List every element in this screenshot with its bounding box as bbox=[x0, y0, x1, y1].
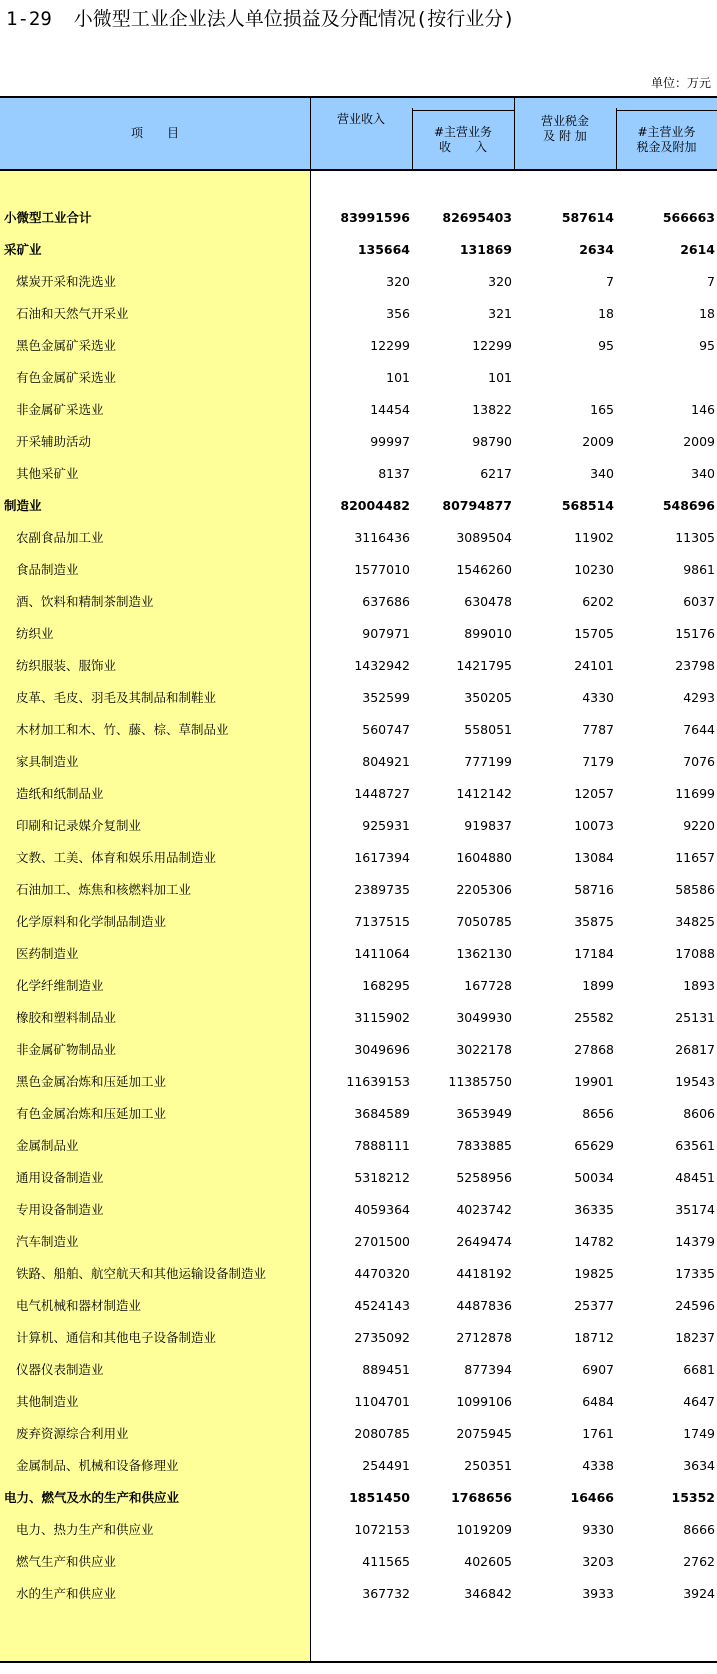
page-title bbox=[6, 4, 515, 31]
row-label: 制造业 bbox=[4, 498, 42, 513]
main-business-tax-cell: 26817 bbox=[675, 1042, 715, 1057]
table-row bbox=[0, 650, 717, 682]
header-main-revenue: #主营业务 收 入 bbox=[433, 124, 493, 154]
business-tax-cell: 7 bbox=[606, 274, 614, 289]
revenue-cell: 254491 bbox=[362, 1458, 410, 1473]
business-tax-cell: 6202 bbox=[582, 594, 614, 609]
main-business-tax-cell: 17088 bbox=[675, 946, 715, 961]
revenue-cell: 3049696 bbox=[354, 1042, 410, 1057]
business-tax-cell: 3203 bbox=[582, 1554, 614, 1569]
table-bottom-border bbox=[0, 1661, 717, 1663]
revenue-cell: 4059364 bbox=[354, 1202, 410, 1217]
row-label: 电力、热力生产和供应业 bbox=[16, 1522, 154, 1537]
main-revenue-cell: 1546260 bbox=[456, 562, 512, 577]
business-tax-cell: 7179 bbox=[582, 754, 614, 769]
row-label: 农副食品加工业 bbox=[16, 530, 104, 545]
revenue-cell: 3115902 bbox=[354, 1010, 410, 1025]
table-row bbox=[0, 1482, 717, 1514]
main-revenue-cell: 4487836 bbox=[456, 1298, 512, 1313]
row-label: 纺织业 bbox=[16, 626, 54, 641]
business-tax-cell: 15705 bbox=[574, 626, 614, 641]
row-label: 废弃资源综合利用业 bbox=[16, 1426, 129, 1441]
business-tax-cell: 58716 bbox=[574, 882, 614, 897]
business-tax-cell: 17184 bbox=[574, 946, 614, 961]
main-revenue-cell: 4023742 bbox=[456, 1202, 512, 1217]
table-row bbox=[0, 554, 717, 586]
revenue-cell: 3116436 bbox=[354, 530, 410, 545]
revenue-cell: 925931 bbox=[362, 818, 410, 833]
row-label: 橡胶和塑料制品业 bbox=[16, 1010, 117, 1025]
row-label: 采矿业 bbox=[4, 242, 42, 257]
row-label: 专用设备制造业 bbox=[16, 1202, 104, 1217]
main-business-tax-cell: 95 bbox=[699, 338, 715, 353]
business-tax-cell: 7787 bbox=[582, 722, 614, 737]
main-business-tax-cell: 35174 bbox=[675, 1202, 715, 1217]
table-row bbox=[0, 682, 717, 714]
business-tax-cell: 19825 bbox=[574, 1266, 614, 1281]
revenue-cell: 83991596 bbox=[340, 210, 410, 225]
main-revenue-cell: 2649474 bbox=[456, 1234, 512, 1249]
main-business-tax-cell: 340 bbox=[691, 466, 715, 481]
table-row bbox=[0, 1258, 717, 1290]
table-row bbox=[0, 1450, 717, 1482]
table-row bbox=[0, 746, 717, 778]
main-revenue-cell: 11385750 bbox=[448, 1074, 512, 1089]
business-tax-cell: 4330 bbox=[582, 690, 614, 705]
table-row bbox=[0, 1290, 717, 1322]
revenue-cell: 1072153 bbox=[354, 1522, 410, 1537]
row-label: 有色金属冶炼和压延加工业 bbox=[16, 1106, 167, 1121]
main-business-tax-cell: 2009 bbox=[683, 434, 715, 449]
main-revenue-cell: 1421795 bbox=[456, 658, 512, 673]
row-label: 通用设备制造业 bbox=[16, 1170, 104, 1185]
table-row bbox=[0, 522, 717, 554]
business-tax-cell: 2009 bbox=[582, 434, 614, 449]
main-business-tax-cell: 3634 bbox=[683, 1458, 715, 1473]
main-business-tax-cell: 34825 bbox=[675, 914, 715, 929]
row-label: 木材加工和木、竹、藤、棕、草制品业 bbox=[16, 722, 229, 737]
row-label: 黑色金属冶炼和压延加工业 bbox=[16, 1074, 167, 1089]
revenue-cell: 2701500 bbox=[354, 1234, 410, 1249]
revenue-cell: 320 bbox=[386, 274, 410, 289]
main-business-tax-cell: 566663 bbox=[662, 210, 715, 225]
table-row bbox=[0, 714, 717, 746]
main-revenue-cell: 131869 bbox=[459, 242, 512, 257]
main-business-tax-cell: 4647 bbox=[683, 1394, 715, 1409]
row-label: 仪器仪表制造业 bbox=[16, 1362, 104, 1377]
business-tax-cell: 3933 bbox=[582, 1586, 614, 1601]
table-row bbox=[0, 266, 717, 298]
revenue-cell: 7888111 bbox=[354, 1138, 410, 1153]
table-row bbox=[0, 202, 717, 234]
row-label: 黑色金属矿采选业 bbox=[16, 338, 117, 353]
row-label: 汽车制造业 bbox=[16, 1234, 79, 1249]
business-tax-cell: 19901 bbox=[574, 1074, 614, 1089]
main-revenue-cell: 321 bbox=[488, 306, 512, 321]
business-tax-cell: 18 bbox=[598, 306, 614, 321]
table-row bbox=[0, 298, 717, 330]
main-revenue-cell: 1768656 bbox=[451, 1490, 512, 1505]
table-row bbox=[0, 906, 717, 938]
main-revenue-cell: 877394 bbox=[464, 1362, 512, 1377]
main-business-tax-cell: 1893 bbox=[683, 978, 715, 993]
business-tax-cell: 8656 bbox=[582, 1106, 614, 1121]
business-tax-cell: 10230 bbox=[574, 562, 614, 577]
divider bbox=[616, 108, 617, 171]
main-revenue-cell: 2075945 bbox=[456, 1426, 512, 1441]
table-row bbox=[0, 1418, 717, 1450]
table-row bbox=[0, 490, 717, 522]
revenue-cell: 804921 bbox=[362, 754, 410, 769]
row-label: 造纸和纸制品业 bbox=[16, 786, 104, 801]
business-tax-cell: 9330 bbox=[582, 1522, 614, 1537]
business-tax-cell: 6484 bbox=[582, 1394, 614, 1409]
table-row bbox=[0, 1226, 717, 1258]
table-row bbox=[0, 330, 717, 362]
table-row bbox=[0, 1130, 717, 1162]
main-business-tax-cell: 23798 bbox=[675, 658, 715, 673]
main-revenue-cell: 82695403 bbox=[442, 210, 512, 225]
divider bbox=[412, 108, 413, 171]
main-business-tax-cell: 11699 bbox=[675, 786, 715, 801]
business-tax-cell: 587614 bbox=[561, 210, 614, 225]
revenue-cell: 4524143 bbox=[354, 1298, 410, 1313]
business-tax-cell: 36335 bbox=[574, 1202, 614, 1217]
row-label: 石油和天然气开采业 bbox=[16, 306, 129, 321]
main-revenue-cell: 98790 bbox=[472, 434, 512, 449]
main-revenue-cell: 402605 bbox=[464, 1554, 512, 1569]
revenue-cell: 1432942 bbox=[354, 658, 410, 673]
main-revenue-cell: 1019209 bbox=[456, 1522, 512, 1537]
main-business-tax-cell: 8606 bbox=[683, 1106, 715, 1121]
main-business-tax-cell: 25131 bbox=[675, 1010, 715, 1025]
main-revenue-cell: 1099106 bbox=[456, 1394, 512, 1409]
main-business-tax-cell: 9220 bbox=[683, 818, 715, 833]
main-revenue-cell: 167728 bbox=[464, 978, 512, 993]
main-business-tax-cell: 548696 bbox=[662, 498, 715, 513]
revenue-cell: 1617394 bbox=[354, 850, 410, 865]
main-business-tax-cell: 19543 bbox=[675, 1074, 715, 1089]
revenue-cell: 637686 bbox=[362, 594, 410, 609]
revenue-cell: 2735092 bbox=[354, 1330, 410, 1345]
header-business-tax: 营业税金 及 附 加 bbox=[540, 114, 589, 143]
row-label: 医药制造业 bbox=[16, 946, 79, 961]
table-row bbox=[0, 1514, 717, 1546]
main-revenue-cell: 350205 bbox=[464, 690, 512, 705]
revenue-cell: 2389735 bbox=[354, 882, 410, 897]
revenue-cell: 1104701 bbox=[354, 1394, 410, 1409]
header-main-business-tax: #主营业务 税金及附加 bbox=[636, 124, 697, 154]
row-label: 纺织服装、服饰业 bbox=[16, 658, 117, 673]
business-tax-cell: 95 bbox=[598, 338, 614, 353]
main-revenue-cell: 250351 bbox=[464, 1458, 512, 1473]
business-tax-cell: 4338 bbox=[582, 1458, 614, 1473]
row-label: 家具制造业 bbox=[16, 754, 79, 769]
main-business-tax-cell: 6681 bbox=[683, 1362, 715, 1377]
main-business-tax-cell: 1749 bbox=[683, 1426, 715, 1441]
revenue-cell: 907971 bbox=[362, 626, 410, 641]
main-business-tax-cell: 7644 bbox=[683, 722, 715, 737]
revenue-cell: 560747 bbox=[362, 722, 410, 737]
main-revenue-cell: 3022178 bbox=[456, 1042, 512, 1057]
table-title: 小微型工业企业法人单位损益及分配情况(按行业分) bbox=[73, 8, 515, 30]
main-revenue-cell: 3049930 bbox=[456, 1010, 512, 1025]
main-revenue-cell: 919837 bbox=[464, 818, 512, 833]
row-label: 小微型工业合计 bbox=[4, 210, 92, 225]
revenue-cell: 1851450 bbox=[349, 1490, 410, 1505]
business-tax-cell: 14782 bbox=[574, 1234, 614, 1249]
main-business-tax-cell: 11657 bbox=[675, 850, 715, 865]
row-label: 有色金属矿采选业 bbox=[16, 370, 117, 385]
main-business-tax-cell: 24596 bbox=[675, 1298, 715, 1313]
table-row bbox=[0, 1034, 717, 1066]
main-revenue-cell: 13822 bbox=[472, 402, 512, 417]
main-business-tax-cell: 6037 bbox=[683, 594, 715, 609]
main-business-tax-cell: 48451 bbox=[675, 1170, 715, 1185]
main-revenue-cell: 1604880 bbox=[456, 850, 512, 865]
business-tax-cell: 6907 bbox=[582, 1362, 614, 1377]
revenue-cell: 356 bbox=[386, 306, 410, 321]
business-tax-cell: 1761 bbox=[582, 1426, 614, 1441]
main-business-tax-cell: 17335 bbox=[675, 1266, 715, 1281]
table-row bbox=[0, 938, 717, 970]
revenue-cell: 7137515 bbox=[354, 914, 410, 929]
revenue-cell: 889451 bbox=[362, 1362, 410, 1377]
business-tax-cell: 50034 bbox=[574, 1170, 614, 1185]
business-tax-cell: 25377 bbox=[574, 1298, 614, 1313]
row-label: 非金属矿采选业 bbox=[16, 402, 104, 417]
table-row bbox=[0, 394, 717, 426]
business-tax-cell: 13084 bbox=[574, 850, 614, 865]
row-label: 石油加工、炼焦和核燃料加工业 bbox=[16, 882, 192, 897]
table-row bbox=[0, 1386, 717, 1418]
row-label: 金属制品、机械和设备修理业 bbox=[16, 1458, 179, 1473]
row-label: 金属制品业 bbox=[16, 1138, 79, 1153]
header-revenue: 营业收入 bbox=[336, 112, 385, 126]
business-tax-cell: 24101 bbox=[574, 658, 614, 673]
main-business-tax-cell: 18237 bbox=[675, 1330, 715, 1345]
row-label: 电气机械和器材制造业 bbox=[16, 1298, 142, 1313]
row-label: 食品制造业 bbox=[16, 562, 79, 577]
table-code: 1-29 bbox=[6, 8, 52, 30]
revenue-cell: 82004482 bbox=[340, 498, 410, 513]
main-revenue-cell: 7050785 bbox=[456, 914, 512, 929]
main-revenue-cell: 5258956 bbox=[456, 1170, 512, 1185]
business-tax-cell: 27868 bbox=[574, 1042, 614, 1057]
revenue-cell: 12299 bbox=[370, 338, 410, 353]
table-row bbox=[0, 1098, 717, 1130]
table-row bbox=[0, 586, 717, 618]
table-header bbox=[0, 96, 717, 171]
main-revenue-cell: 12299 bbox=[472, 338, 512, 353]
main-business-tax-cell: 11305 bbox=[675, 530, 715, 545]
revenue-cell: 367732 bbox=[362, 1586, 410, 1601]
table-row bbox=[0, 1002, 717, 1034]
revenue-cell: 1577010 bbox=[354, 562, 410, 577]
table-row bbox=[0, 1066, 717, 1098]
main-business-tax-cell: 15176 bbox=[675, 626, 715, 641]
business-tax-cell: 10073 bbox=[574, 818, 614, 833]
main-revenue-cell: 630478 bbox=[464, 594, 512, 609]
main-revenue-cell: 3653949 bbox=[456, 1106, 512, 1121]
table-row bbox=[0, 1194, 717, 1226]
business-tax-cell: 165 bbox=[590, 402, 614, 417]
revenue-cell: 2080785 bbox=[354, 1426, 410, 1441]
table-row bbox=[0, 1322, 717, 1354]
row-label: 水的生产和供应业 bbox=[16, 1586, 117, 1601]
revenue-cell: 135664 bbox=[357, 242, 410, 257]
main-business-tax-cell: 9861 bbox=[683, 562, 715, 577]
row-label: 铁路、船舶、航空航天和其他运输设备制造业 bbox=[16, 1266, 267, 1281]
main-business-tax-cell: 14379 bbox=[675, 1234, 715, 1249]
main-revenue-cell: 346842 bbox=[464, 1586, 512, 1601]
revenue-cell: 8137 bbox=[378, 466, 410, 481]
row-label: 其他制造业 bbox=[16, 1394, 79, 1409]
row-label: 皮革、毛皮、羽毛及其制品和制鞋业 bbox=[16, 690, 217, 705]
table-row bbox=[0, 1162, 717, 1194]
main-revenue-cell: 1362130 bbox=[456, 946, 512, 961]
row-label: 文教、工美、体育和娱乐用品制造业 bbox=[16, 850, 217, 865]
table-row bbox=[0, 426, 717, 458]
row-label: 电力、燃气及水的生产和供应业 bbox=[4, 1490, 180, 1505]
main-revenue-cell: 2712878 bbox=[456, 1330, 512, 1345]
revenue-cell: 99997 bbox=[370, 434, 410, 449]
revenue-cell: 168295 bbox=[362, 978, 410, 993]
header-item: 项 目 bbox=[130, 126, 179, 140]
row-label: 非金属矿物制品业 bbox=[16, 1042, 117, 1057]
revenue-cell: 411565 bbox=[362, 1554, 410, 1569]
main-revenue-cell: 558051 bbox=[464, 722, 512, 737]
revenue-cell: 11639153 bbox=[346, 1074, 410, 1089]
table-row bbox=[0, 618, 717, 650]
row-label: 计算机、通信和其他电子设备制造业 bbox=[16, 1330, 217, 1345]
main-revenue-cell: 1412142 bbox=[456, 786, 512, 801]
business-tax-cell: 568514 bbox=[561, 498, 614, 513]
revenue-cell: 1411064 bbox=[354, 946, 410, 961]
business-tax-cell: 25582 bbox=[574, 1010, 614, 1025]
row-label: 酒、饮料和精制茶制造业 bbox=[16, 594, 154, 609]
main-business-tax-cell: 146 bbox=[691, 402, 715, 417]
main-business-tax-cell: 7076 bbox=[683, 754, 715, 769]
business-tax-cell: 35875 bbox=[574, 914, 614, 929]
table-row bbox=[0, 458, 717, 490]
business-tax-cell: 340 bbox=[590, 466, 614, 481]
row-label: 印刷和记录媒介复制业 bbox=[16, 818, 142, 833]
main-revenue-cell: 7833885 bbox=[456, 1138, 512, 1153]
revenue-cell: 101 bbox=[386, 370, 410, 385]
main-business-tax-cell: 2762 bbox=[683, 1554, 715, 1569]
row-label: 开采辅助活动 bbox=[16, 434, 92, 449]
business-tax-cell: 16466 bbox=[570, 1490, 614, 1505]
main-revenue-cell: 101 bbox=[488, 370, 512, 385]
revenue-cell: 14454 bbox=[370, 402, 410, 417]
main-business-tax-cell: 18 bbox=[699, 306, 715, 321]
business-tax-cell: 1899 bbox=[582, 978, 614, 993]
table-row bbox=[0, 970, 717, 1002]
business-tax-cell: 65629 bbox=[574, 1138, 614, 1153]
divider bbox=[514, 96, 515, 171]
table-row bbox=[0, 1578, 717, 1610]
table-row bbox=[0, 778, 717, 810]
main-business-tax-cell: 3924 bbox=[683, 1586, 715, 1601]
main-revenue-cell: 6217 bbox=[480, 466, 512, 481]
main-business-tax-cell: 8666 bbox=[683, 1522, 715, 1537]
row-label: 煤炭开采和洗选业 bbox=[16, 274, 117, 289]
main-revenue-cell: 899010 bbox=[464, 626, 512, 641]
revenue-cell: 3684589 bbox=[354, 1106, 410, 1121]
main-business-tax-cell: 7 bbox=[707, 274, 715, 289]
unit-label: 单位：万元 bbox=[650, 76, 711, 90]
main-revenue-cell: 2205306 bbox=[456, 882, 512, 897]
table-row bbox=[0, 362, 717, 394]
main-revenue-cell: 320 bbox=[488, 274, 512, 289]
table-row bbox=[0, 234, 717, 266]
revenue-cell: 1448727 bbox=[354, 786, 410, 801]
main-revenue-cell: 777199 bbox=[464, 754, 512, 769]
table-row bbox=[0, 874, 717, 906]
main-business-tax-cell: 15352 bbox=[671, 1490, 715, 1505]
business-tax-cell: 2634 bbox=[579, 242, 614, 257]
business-tax-cell: 11902 bbox=[574, 530, 614, 545]
row-label: 燃气生产和供应业 bbox=[16, 1554, 117, 1569]
main-business-tax-cell: 2614 bbox=[680, 242, 715, 257]
main-business-tax-cell: 4293 bbox=[683, 690, 715, 705]
row-label: 化学纤维制造业 bbox=[16, 978, 104, 993]
table-row bbox=[0, 1354, 717, 1386]
table-row bbox=[0, 810, 717, 842]
table-row bbox=[0, 1546, 717, 1578]
business-tax-cell: 12057 bbox=[574, 786, 614, 801]
business-tax-cell: 18712 bbox=[574, 1330, 614, 1345]
main-business-tax-cell: 58586 bbox=[675, 882, 715, 897]
main-revenue-cell: 3089504 bbox=[456, 530, 512, 545]
table-row bbox=[0, 842, 717, 874]
row-label: 化学原料和化学制品制造业 bbox=[16, 914, 167, 929]
revenue-cell: 5318212 bbox=[354, 1170, 410, 1185]
main-revenue-cell: 80794877 bbox=[442, 498, 512, 513]
main-revenue-cell: 4418192 bbox=[456, 1266, 512, 1281]
revenue-cell: 4470320 bbox=[354, 1266, 410, 1281]
main-business-tax-cell: 63561 bbox=[675, 1138, 715, 1153]
revenue-cell: 352599 bbox=[362, 690, 410, 705]
row-label: 其他采矿业 bbox=[16, 466, 79, 481]
